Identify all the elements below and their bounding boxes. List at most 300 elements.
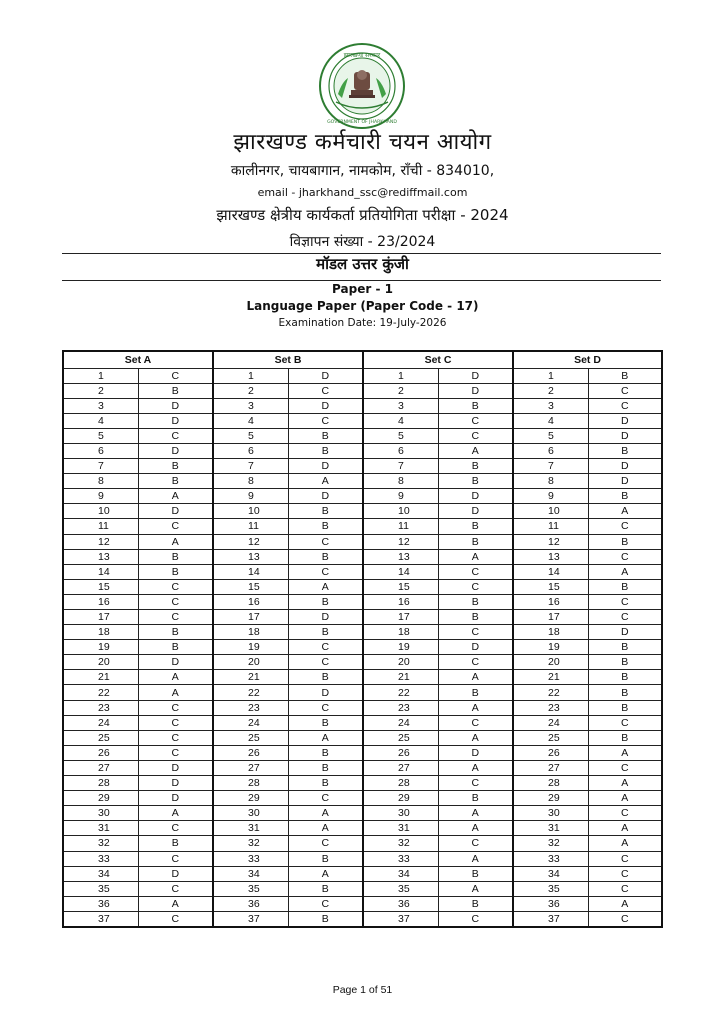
question-number-set-a: 34 <box>63 866 138 881</box>
answer-set-d: C <box>588 610 662 625</box>
question-number-set-a: 4 <box>63 413 138 428</box>
answer-key-body <box>63 368 662 927</box>
answer-set-d: C <box>588 911 662 927</box>
answer-set-a: C <box>138 594 213 609</box>
answer-key-table <box>62 350 663 928</box>
question-number-set-b: 10 <box>213 504 288 519</box>
question-number-set-d: 4 <box>513 413 588 428</box>
answer-set-d: C <box>588 715 662 730</box>
question-number-set-a: 3 <box>63 398 138 413</box>
question-number-set-b: 16 <box>213 594 288 609</box>
question-number-set-a: 11 <box>63 519 138 534</box>
answer-set-c: A <box>438 821 513 836</box>
table-row <box>63 715 662 730</box>
question-number-set-c: 4 <box>363 413 438 428</box>
divider-bottom <box>62 280 661 281</box>
answer-set-c: A <box>438 443 513 458</box>
question-number-set-b: 18 <box>213 625 288 640</box>
answer-set-d: B <box>588 670 662 685</box>
question-number-set-a: 5 <box>63 428 138 443</box>
answer-set-b: B <box>288 594 363 609</box>
question-number-set-a: 22 <box>63 685 138 700</box>
question-number-set-c: 11 <box>363 519 438 534</box>
question-number-set-a: 19 <box>63 640 138 655</box>
answer-set-a: A <box>138 534 213 549</box>
question-number-set-a: 28 <box>63 776 138 791</box>
answer-set-b: B <box>288 504 363 519</box>
answer-set-c: D <box>438 489 513 504</box>
answer-set-b: C <box>288 383 363 398</box>
answer-set-b: C <box>288 640 363 655</box>
question-number-set-d: 19 <box>513 640 588 655</box>
answer-set-a: A <box>138 670 213 685</box>
answer-set-d: D <box>588 428 662 443</box>
answer-set-c: B <box>438 685 513 700</box>
answer-set-a: D <box>138 413 213 428</box>
question-number-set-a: 32 <box>63 836 138 851</box>
answer-set-c: A <box>438 700 513 715</box>
answer-set-d: A <box>588 791 662 806</box>
question-number-set-d: 25 <box>513 730 588 745</box>
svg-text:GOVERNMENT OF JHARKHAND: GOVERNMENT OF JHARKHAND <box>327 120 397 125</box>
question-number-set-b: 20 <box>213 655 288 670</box>
question-number-set-c: 33 <box>363 851 438 866</box>
question-number-set-c: 19 <box>363 640 438 655</box>
table-row <box>63 700 662 715</box>
question-number-set-b: 30 <box>213 806 288 821</box>
question-number-set-c: 15 <box>363 579 438 594</box>
answer-set-b: C <box>288 791 363 806</box>
government-seal-emblem <box>318 42 406 130</box>
question-number-set-b: 13 <box>213 549 288 564</box>
question-number-set-d: 26 <box>513 745 588 760</box>
question-number-set-a: 30 <box>63 806 138 821</box>
answer-set-c: A <box>438 881 513 896</box>
answer-set-b: B <box>288 881 363 896</box>
answer-set-c: C <box>438 911 513 927</box>
question-number-set-c: 23 <box>363 700 438 715</box>
answer-set-b: B <box>288 428 363 443</box>
question-number-set-d: 31 <box>513 821 588 836</box>
question-number-set-b: 3 <box>213 398 288 413</box>
question-number-set-a: 35 <box>63 881 138 896</box>
table-row <box>63 610 662 625</box>
answer-set-a: B <box>138 383 213 398</box>
question-number-set-a: 24 <box>63 715 138 730</box>
question-number-set-d: 27 <box>513 760 588 775</box>
answer-set-b: A <box>288 579 363 594</box>
answer-set-b: B <box>288 549 363 564</box>
answer-set-a: C <box>138 610 213 625</box>
question-number-set-c: 5 <box>363 428 438 443</box>
page-number: Page 1 of 51 <box>332 984 393 996</box>
answer-set-d: D <box>588 413 662 428</box>
question-number-set-d: 13 <box>513 549 588 564</box>
table-row <box>63 881 662 896</box>
question-number-set-b: 24 <box>213 715 288 730</box>
question-number-set-a: 37 <box>63 911 138 927</box>
question-number-set-b: 19 <box>213 640 288 655</box>
answer-set-a: D <box>138 760 213 775</box>
question-number-set-c: 6 <box>363 443 438 458</box>
question-number-set-c: 21 <box>363 670 438 685</box>
answer-set-a: C <box>138 428 213 443</box>
question-number-set-a: 7 <box>63 459 138 474</box>
question-number-set-a: 31 <box>63 821 138 836</box>
table-row <box>63 383 662 398</box>
question-number-set-c: 31 <box>363 821 438 836</box>
question-number-set-a: 17 <box>63 610 138 625</box>
answer-set-c: A <box>438 549 513 564</box>
question-number-set-b: 34 <box>213 866 288 881</box>
table-row <box>63 851 662 866</box>
table-row <box>63 594 662 609</box>
question-number-set-c: 8 <box>363 474 438 489</box>
table-row <box>63 806 662 821</box>
answer-set-a: D <box>138 776 213 791</box>
answer-set-d: B <box>588 534 662 549</box>
table-row <box>63 413 662 428</box>
answer-set-d: B <box>588 579 662 594</box>
question-number-set-b: 37 <box>213 911 288 927</box>
answer-set-b: B <box>288 715 363 730</box>
question-number-set-a: 33 <box>63 851 138 866</box>
question-number-set-b: 9 <box>213 489 288 504</box>
question-number-set-c: 28 <box>363 776 438 791</box>
answer-set-d: C <box>588 760 662 775</box>
answer-set-d: A <box>588 504 662 519</box>
answer-key-header-row <box>63 351 662 368</box>
set-c-header: Set C <box>363 351 513 368</box>
question-number-set-a: 16 <box>63 594 138 609</box>
question-number-set-a: 21 <box>63 670 138 685</box>
table-row <box>63 730 662 745</box>
answer-set-d: C <box>588 383 662 398</box>
table-row <box>63 564 662 579</box>
question-number-set-d: 32 <box>513 836 588 851</box>
question-number-set-d: 16 <box>513 594 588 609</box>
answer-set-b: A <box>288 866 363 881</box>
table-row <box>63 504 662 519</box>
question-number-set-b: 11 <box>213 519 288 534</box>
answer-set-a: C <box>138 881 213 896</box>
answer-set-d: C <box>588 881 662 896</box>
answer-set-c: B <box>438 519 513 534</box>
answer-set-d: C <box>588 806 662 821</box>
question-number-set-d: 17 <box>513 610 588 625</box>
answer-set-b: D <box>288 610 363 625</box>
answer-set-a: C <box>138 579 213 594</box>
question-number-set-c: 16 <box>363 594 438 609</box>
question-number-set-c: 13 <box>363 549 438 564</box>
answer-set-d: B <box>588 489 662 504</box>
question-number-set-c: 7 <box>363 459 438 474</box>
question-number-set-d: 8 <box>513 474 588 489</box>
question-number-set-b: 35 <box>213 881 288 896</box>
question-number-set-a: 23 <box>63 700 138 715</box>
answer-set-c: C <box>438 715 513 730</box>
question-number-set-d: 2 <box>513 383 588 398</box>
answer-set-d: B <box>588 443 662 458</box>
question-number-set-b: 12 <box>213 534 288 549</box>
answer-set-b: B <box>288 443 363 458</box>
answer-set-a: B <box>138 474 213 489</box>
question-number-set-c: 30 <box>363 806 438 821</box>
table-row <box>63 368 662 383</box>
answer-set-a: C <box>138 821 213 836</box>
question-number-set-b: 14 <box>213 564 288 579</box>
answer-set-d: A <box>588 776 662 791</box>
answer-set-b: D <box>288 459 363 474</box>
answer-set-a: B <box>138 640 213 655</box>
question-number-set-c: 35 <box>363 881 438 896</box>
answer-set-c: D <box>438 368 513 383</box>
answer-set-a: A <box>138 806 213 821</box>
answer-set-c: C <box>438 428 513 443</box>
answer-set-b: C <box>288 896 363 911</box>
answer-set-d: B <box>588 700 662 715</box>
question-number-set-a: 13 <box>63 549 138 564</box>
answer-set-d: D <box>588 625 662 640</box>
table-row <box>63 896 662 911</box>
question-number-set-c: 10 <box>363 504 438 519</box>
question-number-set-c: 29 <box>363 791 438 806</box>
answer-set-a: C <box>138 851 213 866</box>
answer-set-b: C <box>288 700 363 715</box>
question-number-set-d: 33 <box>513 851 588 866</box>
question-number-set-b: 6 <box>213 443 288 458</box>
question-number-set-b: 1 <box>213 368 288 383</box>
table-row <box>63 579 662 594</box>
answer-set-b: D <box>288 398 363 413</box>
question-number-set-a: 6 <box>63 443 138 458</box>
answer-set-d: C <box>588 866 662 881</box>
table-row <box>63 821 662 836</box>
question-number-set-c: 20 <box>363 655 438 670</box>
set-d-header: Set D <box>513 351 662 368</box>
question-number-set-b: 5 <box>213 428 288 443</box>
answer-set-a: C <box>138 730 213 745</box>
answer-set-a: C <box>138 519 213 534</box>
answer-set-c: A <box>438 806 513 821</box>
answer-set-b: B <box>288 625 363 640</box>
question-number-set-b: 17 <box>213 610 288 625</box>
question-number-set-a: 27 <box>63 760 138 775</box>
question-number-set-b: 31 <box>213 821 288 836</box>
answer-set-a: D <box>138 504 213 519</box>
answer-set-b: A <box>288 474 363 489</box>
question-number-set-b: 2 <box>213 383 288 398</box>
answer-set-a: D <box>138 655 213 670</box>
question-number-set-d: 36 <box>513 896 588 911</box>
answer-set-b: D <box>288 685 363 700</box>
answer-set-d: A <box>588 821 662 836</box>
question-number-set-d: 11 <box>513 519 588 534</box>
table-row <box>63 911 662 927</box>
answer-set-d: C <box>588 398 662 413</box>
table-row <box>63 489 662 504</box>
table-row <box>63 428 662 443</box>
question-number-set-c: 36 <box>363 896 438 911</box>
answer-set-a: B <box>138 625 213 640</box>
answer-set-c: D <box>438 640 513 655</box>
question-number-set-b: 27 <box>213 760 288 775</box>
question-number-set-a: 36 <box>63 896 138 911</box>
answer-set-a: B <box>138 564 213 579</box>
table-row <box>63 443 662 458</box>
answer-set-c: A <box>438 851 513 866</box>
question-number-set-c: 25 <box>363 730 438 745</box>
answer-set-d: B <box>588 640 662 655</box>
answer-set-b: C <box>288 534 363 549</box>
question-number-set-b: 8 <box>213 474 288 489</box>
advertisement-number: विज्ञापन संख्या - 23/2024 <box>289 234 436 250</box>
question-number-set-b: 32 <box>213 836 288 851</box>
answer-set-c: C <box>438 413 513 428</box>
question-number-set-a: 25 <box>63 730 138 745</box>
answer-set-c: C <box>438 655 513 670</box>
table-row <box>63 685 662 700</box>
table-row <box>63 398 662 413</box>
answer-set-d: B <box>588 685 662 700</box>
answer-set-d: B <box>588 655 662 670</box>
organization-address: कालीनगर, चायबागान, नामकोम, राँची - 834010, <box>230 163 495 179</box>
question-number-set-d: 23 <box>513 700 588 715</box>
question-number-set-c: 22 <box>363 685 438 700</box>
table-row <box>63 791 662 806</box>
table-row <box>63 836 662 851</box>
table-row <box>63 549 662 564</box>
answer-set-c: B <box>438 610 513 625</box>
answer-set-b: B <box>288 760 363 775</box>
question-number-set-d: 37 <box>513 911 588 927</box>
question-number-set-c: 1 <box>363 368 438 383</box>
document-title: मॉडल उत्तर कुंजी <box>316 255 409 273</box>
question-number-set-d: 34 <box>513 866 588 881</box>
question-number-set-a: 26 <box>63 745 138 760</box>
question-number-set-d: 21 <box>513 670 588 685</box>
answer-set-c: B <box>438 459 513 474</box>
answer-set-d: C <box>588 549 662 564</box>
question-number-set-c: 37 <box>363 911 438 927</box>
question-number-set-c: 32 <box>363 836 438 851</box>
answer-set-b: B <box>288 776 363 791</box>
question-number-set-d: 1 <box>513 368 588 383</box>
answer-set-b: B <box>288 745 363 760</box>
answer-set-d: A <box>588 745 662 760</box>
answer-set-b: D <box>288 368 363 383</box>
paper-number: Paper - 1 <box>332 282 393 296</box>
question-number-set-d: 30 <box>513 806 588 821</box>
question-number-set-c: 27 <box>363 760 438 775</box>
answer-set-c: B <box>438 534 513 549</box>
svg-text:झारखण्ड सरकार: झारखण्ड सरकार <box>343 52 381 59</box>
answer-set-b: A <box>288 806 363 821</box>
set-a-header: Set A <box>63 351 213 368</box>
answer-set-b: C <box>288 655 363 670</box>
question-number-set-a: 14 <box>63 564 138 579</box>
question-number-set-c: 26 <box>363 745 438 760</box>
question-number-set-d: 9 <box>513 489 588 504</box>
answer-set-a: D <box>138 443 213 458</box>
answer-set-a: C <box>138 715 213 730</box>
answer-set-c: A <box>438 760 513 775</box>
question-number-set-d: 12 <box>513 534 588 549</box>
table-row <box>63 534 662 549</box>
answer-set-c: A <box>438 670 513 685</box>
organization-email: email - jharkhand_ssc@rediffmail.com <box>257 186 468 199</box>
question-number-set-a: 2 <box>63 383 138 398</box>
question-number-set-d: 7 <box>513 459 588 474</box>
answer-set-a: A <box>138 685 213 700</box>
question-number-set-b: 25 <box>213 730 288 745</box>
answer-set-c: C <box>438 776 513 791</box>
table-row <box>63 519 662 534</box>
table-row <box>63 670 662 685</box>
answer-set-c: C <box>438 579 513 594</box>
table-row <box>63 655 662 670</box>
question-number-set-d: 6 <box>513 443 588 458</box>
answer-set-b: A <box>288 821 363 836</box>
answer-set-b: B <box>288 911 363 927</box>
exam-name: झारखण्ड क्षेत्रीय कार्यकर्ता प्रतियोगिता परीक्षा - 2024 <box>216 206 509 224</box>
question-number-set-a: 10 <box>63 504 138 519</box>
question-number-set-d: 20 <box>513 655 588 670</box>
question-number-set-a: 18 <box>63 625 138 640</box>
question-number-set-c: 2 <box>363 383 438 398</box>
answer-set-b: B <box>288 519 363 534</box>
answer-set-c: C <box>438 836 513 851</box>
answer-set-a: C <box>138 745 213 760</box>
answer-set-d: A <box>588 896 662 911</box>
answer-set-b: A <box>288 730 363 745</box>
table-row <box>63 625 662 640</box>
answer-set-a: B <box>138 836 213 851</box>
question-number-set-b: 23 <box>213 700 288 715</box>
answer-set-c: B <box>438 896 513 911</box>
answer-set-c: B <box>438 398 513 413</box>
answer-set-c: B <box>438 474 513 489</box>
question-number-set-b: 33 <box>213 851 288 866</box>
answer-set-d: C <box>588 594 662 609</box>
answer-set-c: B <box>438 791 513 806</box>
answer-set-a: A <box>138 489 213 504</box>
question-number-set-c: 18 <box>363 625 438 640</box>
question-number-set-c: 14 <box>363 564 438 579</box>
question-number-set-d: 5 <box>513 428 588 443</box>
table-row <box>63 745 662 760</box>
question-number-set-b: 21 <box>213 670 288 685</box>
answer-set-b: D <box>288 489 363 504</box>
question-number-set-b: 29 <box>213 791 288 806</box>
question-number-set-c: 9 <box>363 489 438 504</box>
answer-set-d: C <box>588 519 662 534</box>
answer-set-a: C <box>138 368 213 383</box>
question-number-set-c: 34 <box>363 866 438 881</box>
table-row <box>63 459 662 474</box>
question-number-set-b: 15 <box>213 579 288 594</box>
question-number-set-a: 29 <box>63 791 138 806</box>
answer-set-c: B <box>438 594 513 609</box>
question-number-set-d: 18 <box>513 625 588 640</box>
table-row <box>63 776 662 791</box>
answer-set-a: B <box>138 459 213 474</box>
question-number-set-a: 1 <box>63 368 138 383</box>
answer-set-c: D <box>438 383 513 398</box>
question-number-set-d: 22 <box>513 685 588 700</box>
organization-name: झारखण्ड कर्मचारी चयन आयोग <box>233 130 492 155</box>
answer-set-c: D <box>438 504 513 519</box>
